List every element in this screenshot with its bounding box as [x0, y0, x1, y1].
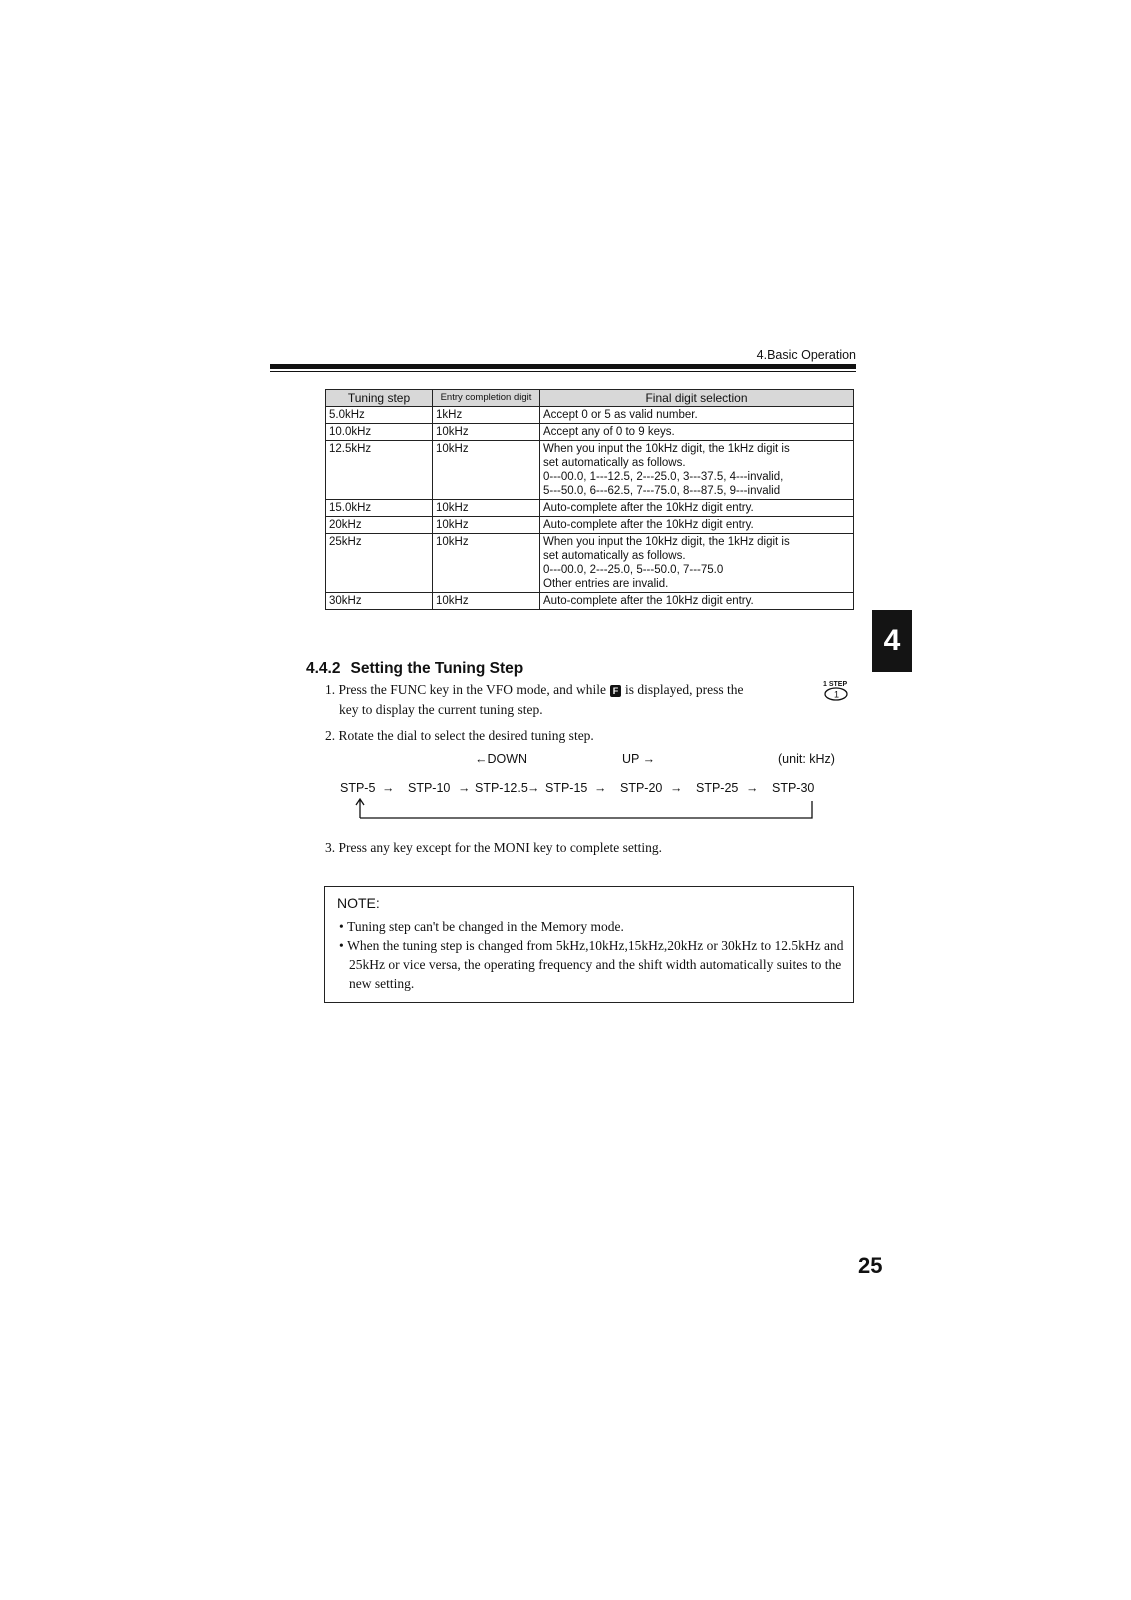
note-item: • When the tuning step is changed from 5kHz,10kHz,15kHz,20kHz or 30kHz to 12.5kHz and 25kHz or vice versa, the operating frequency and the shift width automatically suites to the new setting. — [339, 938, 844, 991]
running-header: 4.Basic Operation — [756, 348, 856, 362]
arrow-icon: → — [527, 781, 540, 795]
final-digit-cell — [540, 534, 854, 593]
section-number: 4.4.2 — [306, 660, 341, 677]
final-digit-cell — [540, 441, 854, 500]
final-digit-line: Auto-complete after the 10kHz digit entry. — [543, 595, 754, 607]
final-digit-line: 0---00.0, 2---25.0, 5---50.0, 7---75.0 — [543, 564, 724, 576]
tuning-step-cell: 25kHz — [326, 534, 433, 593]
stp-25: STP-25 — [696, 781, 739, 795]
step-1 — [325, 682, 855, 718]
stp-30: STP-30 — [772, 781, 815, 795]
tuning-step-cell: 12.5kHz — [326, 441, 433, 500]
entry-digit-cell: 10kHz — [433, 593, 540, 610]
entry-digit-cell: 10kHz — [433, 534, 540, 593]
step-1-text-b: is displayed, press the — [624, 682, 744, 697]
final-digit-line: 5---50.0, 6---62.5, 7---75.0, 8---87.5, 9---invalid — [543, 485, 781, 497]
step-1-text-a: 1. Press the FUNC key in the VFO mode, and while — [325, 682, 606, 697]
entry-digit-cell: 10kHz — [433, 500, 540, 517]
entry-digit-cell: 1kHz — [433, 407, 540, 424]
final-digit-line: Other entries are invalid. — [543, 578, 669, 590]
tuning-step-cell: 5.0kHz — [326, 407, 433, 424]
arrow-icon: → — [746, 781, 759, 795]
arrow-icon: → — [670, 781, 683, 795]
final-digit-line: When you input the 10kHz digit, the 1kHz digit is — [543, 536, 790, 548]
chapter-tab: 4 — [872, 610, 912, 672]
table-row — [326, 407, 854, 424]
stp-12-5: STP-12.5 — [475, 781, 528, 795]
final-digit-line: set automatically as follows. — [543, 550, 686, 562]
tuning-step-table — [325, 389, 854, 610]
wrap-around-arrow — [355, 797, 825, 821]
tuning-step-cell: 30kHz — [326, 593, 433, 610]
tuning-step-cell: 15.0kHz — [326, 500, 433, 517]
table-row — [326, 534, 854, 593]
note-title: NOTE: — [337, 895, 380, 911]
final-digit-line: set automatically as follows. — [543, 457, 686, 469]
tuning-step-cell: 20kHz — [326, 517, 433, 534]
final-digit-line: Accept any of 0 to 9 keys. — [543, 426, 675, 438]
arrow-icon: → — [458, 781, 471, 795]
arrow-icon: → — [382, 781, 395, 795]
step-3: 3. Press any key except for the MONI key to complete setting. — [325, 840, 663, 855]
header-final-digit-selection: Final digit selection — [540, 390, 854, 407]
step-1-text-c: key to display the current tuning step. — [339, 702, 543, 717]
unit-label: (unit: kHz) — [778, 752, 835, 766]
entry-digit-cell: 10kHz — [433, 441, 540, 500]
final-digit-line: Auto-complete after the 10kHz digit entry. — [543, 519, 754, 531]
tuning-step-cell: 10.0kHz — [326, 424, 433, 441]
up-label: UP → — [622, 752, 656, 766]
entry-digit-cell: 10kHz — [433, 424, 540, 441]
header-tuning-step: Tuning step — [326, 390, 433, 407]
down-label: ←DOWN — [475, 752, 528, 766]
final-digit-line: When you input the 10kHz digit, the 1kHz digit is — [543, 443, 790, 455]
section-title: Setting the Tuning Step — [350, 660, 524, 677]
header-rule — [270, 364, 856, 369]
final-digit-line: Accept 0 or 5 as valid number. — [543, 409, 698, 421]
stp-10: STP-10 — [408, 781, 451, 795]
final-digit-cell — [540, 424, 854, 441]
note-box — [324, 886, 854, 1003]
function-indicator-icon: F — [610, 685, 621, 697]
table-row — [326, 517, 854, 534]
key-icon-top-label: 1 STEP — [823, 681, 848, 688]
header-rule-thin — [270, 371, 856, 372]
final-digit-cell — [540, 407, 854, 424]
entry-digit-cell: 10kHz — [433, 517, 540, 534]
arrow-icon: → — [594, 781, 607, 795]
table-row — [326, 500, 854, 517]
final-digit-cell — [540, 517, 854, 534]
step-key-icon — [820, 678, 850, 702]
stp-15: STP-15 — [545, 781, 588, 795]
header-entry-completion-digit: Entry completion digit — [433, 390, 540, 407]
step-2: 2. Rotate the dial to select the desired tuning step. — [325, 728, 594, 743]
table-header-row — [326, 390, 854, 407]
final-digit-line: 0---00.0, 1---12.5, 2---25.0, 3---37.5, 4---invalid, — [543, 471, 784, 483]
stp-5: STP-5 — [340, 781, 376, 795]
table-row — [326, 441, 854, 500]
stp-20: STP-20 — [620, 781, 663, 795]
final-digit-cell — [540, 593, 854, 610]
page-number: 25 — [858, 1253, 883, 1278]
section-heading — [306, 660, 523, 678]
final-digit-cell — [540, 500, 854, 517]
table-row — [326, 593, 854, 610]
table-row — [326, 424, 854, 441]
key-icon-label: 1 — [834, 689, 840, 700]
final-digit-line: Auto-complete after the 10kHz digit entry. — [543, 502, 754, 514]
note-item: • Tuning step can't be changed in the Memory mode. — [339, 919, 624, 934]
